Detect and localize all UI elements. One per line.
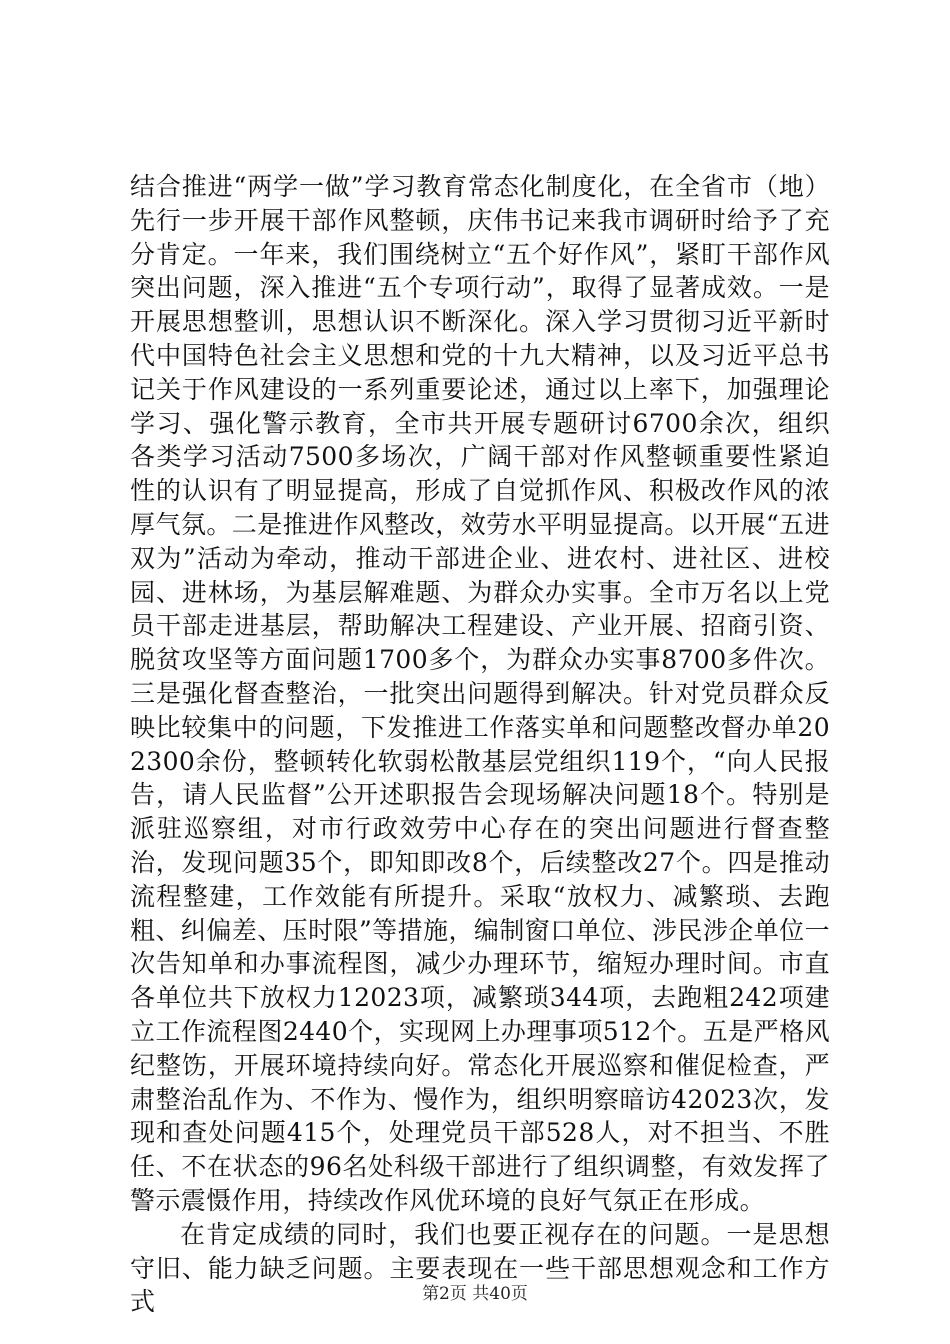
body-paragraph-1: 结合推进“两学一做”学习教育常态化制度化，在全省市（地）先行一步开展干部作风整顿，庆伟书记来我市调研时给予了充分肯定。一年来，我们围绕树立“五个好作风”，紧盯干部作风突出问题，深入推进“五个专项行动”，取得了显著成效。一是开展思想整训，思想认识不断深化。深入学习贯彻习近平新时代中国特色社会主义思想和党的十九大精神，以及习近平总书记关于作风建设的一系列重要论述，通过以上率下，加强理论学习、强化警示教育，全市共开展专题研讨6700余次，组织各类学习活动7500多场次，广阔干部对作风整顿重要性紧迫性的认识有了明显提高，形成了自觉抓作风、积极改作风的浓厚气氛。二是推进作风整改，效劳水平明显提高。以开展“五进双为”活动为牵动，推动干部进企业、进农村、进社区、进校园、进林场，为基层解难题、为群众办实事。全市万名以上党员干部走进基层，帮助解决工程建设、产业开展、招商引资、脱贫攻坚等方面问题1700多个，为群众办实事8700多件次。三是强化督查整治，一批突出问题得到解决。针对党员群众反映比较集中的问题，下发推进工作落实单和问题整改督办单202300余份，整顿转化软弱松散基层党组织119个，“向人民报告，请人民监督”公开述职报告会现场解决问题18个。特别是派驻巡察组，对市行政效劳中心存在的突出问题进行督查整治，发现问题35个，即知即改8个，后续整改27个。四是推动流程整建，工作效能有所提升。采取“放权力、减繁琐、去跑粗、纠偏差、压时限”等措施，编制窗口单位、涉民涉企单位一次告知单和办事流程图，减少办理环节，缩短办理时间。市直各单位共下放权力12023项，减繁琐344项，去跑粗242项建立工作流程图2440个，实现网上办理事项512个。五是严格风纪整饬，开展环境持续向好。常态化开展巡察和催促检查，严肃整治乱作为、不作为、慢作为，组织明察暗访42023次，发现和查处问题415个，处理党员干部528人，对不担当、不胜任、不在状态的96名处科级干部进行了组织调整，有效发挥了警示震慑作用，持续改作风优环境的良好气氛正在形成。 [130, 172, 830, 1215]
body-paragraph-2: 在肯定成绩的同时，我们也要正视存在的问题。一是思想守旧、能力缺乏问题。主要表现在一些干部思想观念和工作方式 [130, 1219, 830, 1317]
document-body [130, 170, 830, 1319]
page-number-footer: 第2页 共40页 [422, 1284, 528, 1304]
